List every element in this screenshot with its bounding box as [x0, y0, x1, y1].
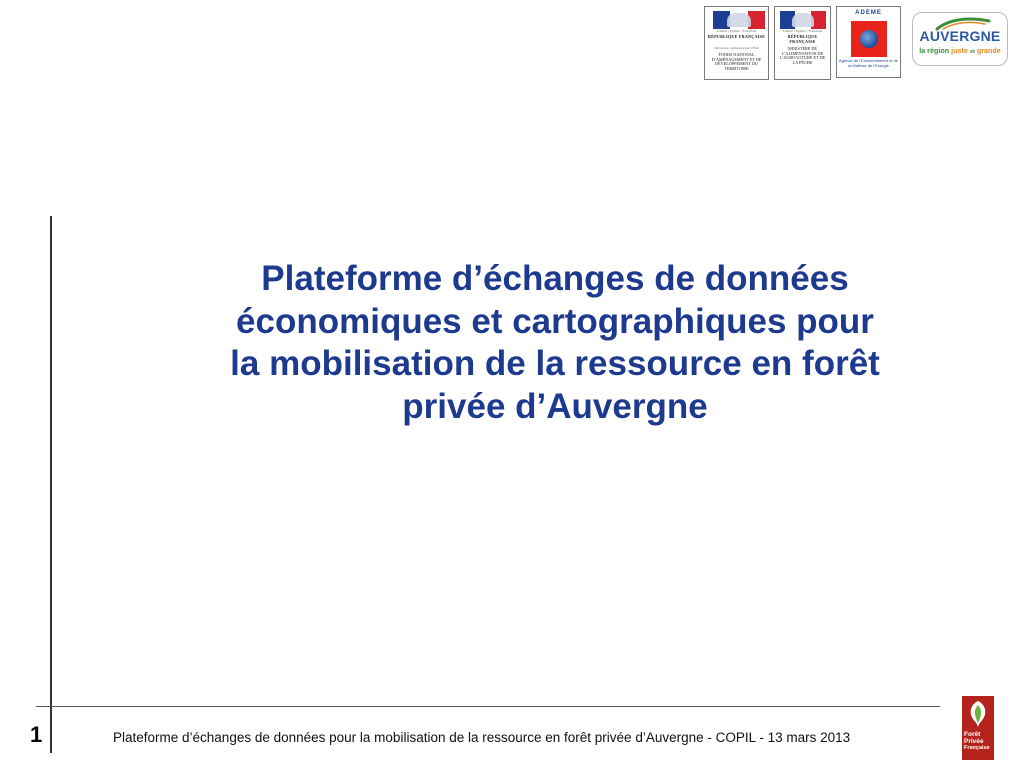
rf-department: FONDS NATIONAL D’AMÉNAGEMENT ET DE DÉVELOPPEMENT DU TERRITOIRE — [711, 52, 762, 71]
auvergne-tagline-part2: juste — [951, 46, 968, 55]
french-flag-icon — [713, 11, 765, 29]
auvergne-tagline — [913, 46, 1007, 55]
fpf-line2: Privée — [964, 737, 984, 745]
slide-title: Plateforme d’échanges de données économiques et cartographiques pour la mobilisation de la ressource en forêt privée d’Auvergne — [230, 259, 880, 427]
auvergne-tagline-part4: grande — [976, 46, 1001, 55]
vertical-divider — [50, 216, 52, 753]
logo-rf-amenagement — [704, 6, 769, 80]
tree-icon — [966, 699, 990, 729]
logo-rf-agriculture — [774, 6, 831, 80]
fpf-line3: Française — [964, 744, 990, 751]
page-number: 1 — [30, 722, 43, 747]
rf-republic: RÉPUBLIQUE FRANÇAISE — [707, 34, 766, 39]
logo-ademe — [836, 6, 901, 78]
ademe-name: ADEME — [855, 10, 882, 16]
ademe-subtitle: Agence de l’Environnement et de la Maîtrise de l’Énergie — [839, 58, 898, 68]
footer-text: Plateforme d’échanges de données pour la mobilisation de la ressource en forêt privée d’Auvergne - COPIL - 13 mars 2013 — [113, 730, 851, 745]
rf-republic: RÉPUBLIQUE FRANÇAISE — [787, 34, 818, 44]
logo-foret-privee-francaise — [962, 696, 994, 760]
fpf-line1: Forêt — [964, 731, 981, 738]
ademe-emblem-icon — [851, 21, 887, 57]
fpf-label — [964, 732, 994, 751]
logo-auvergne — [912, 12, 1008, 66]
auvergne-tagline-part1: la région — [919, 46, 950, 55]
rf-department: MINISTÈRE DE L’ALIMENTATION DE L’AGRICULTURE ET DE LA PÊCHE — [779, 46, 826, 65]
rf-motto: Liberté • Égalité • Fraternité — [716, 29, 757, 33]
auvergne-name: AUVERGNE — [919, 28, 1001, 44]
rf-motto: Liberté • Égalité • Fraternité — [782, 29, 823, 33]
rf-note: Opération cofinancée par l’État — [713, 46, 759, 50]
french-flag-icon — [780, 11, 826, 29]
footer-divider — [36, 706, 940, 707]
auvergne-tagline-part3: et — [969, 49, 975, 55]
